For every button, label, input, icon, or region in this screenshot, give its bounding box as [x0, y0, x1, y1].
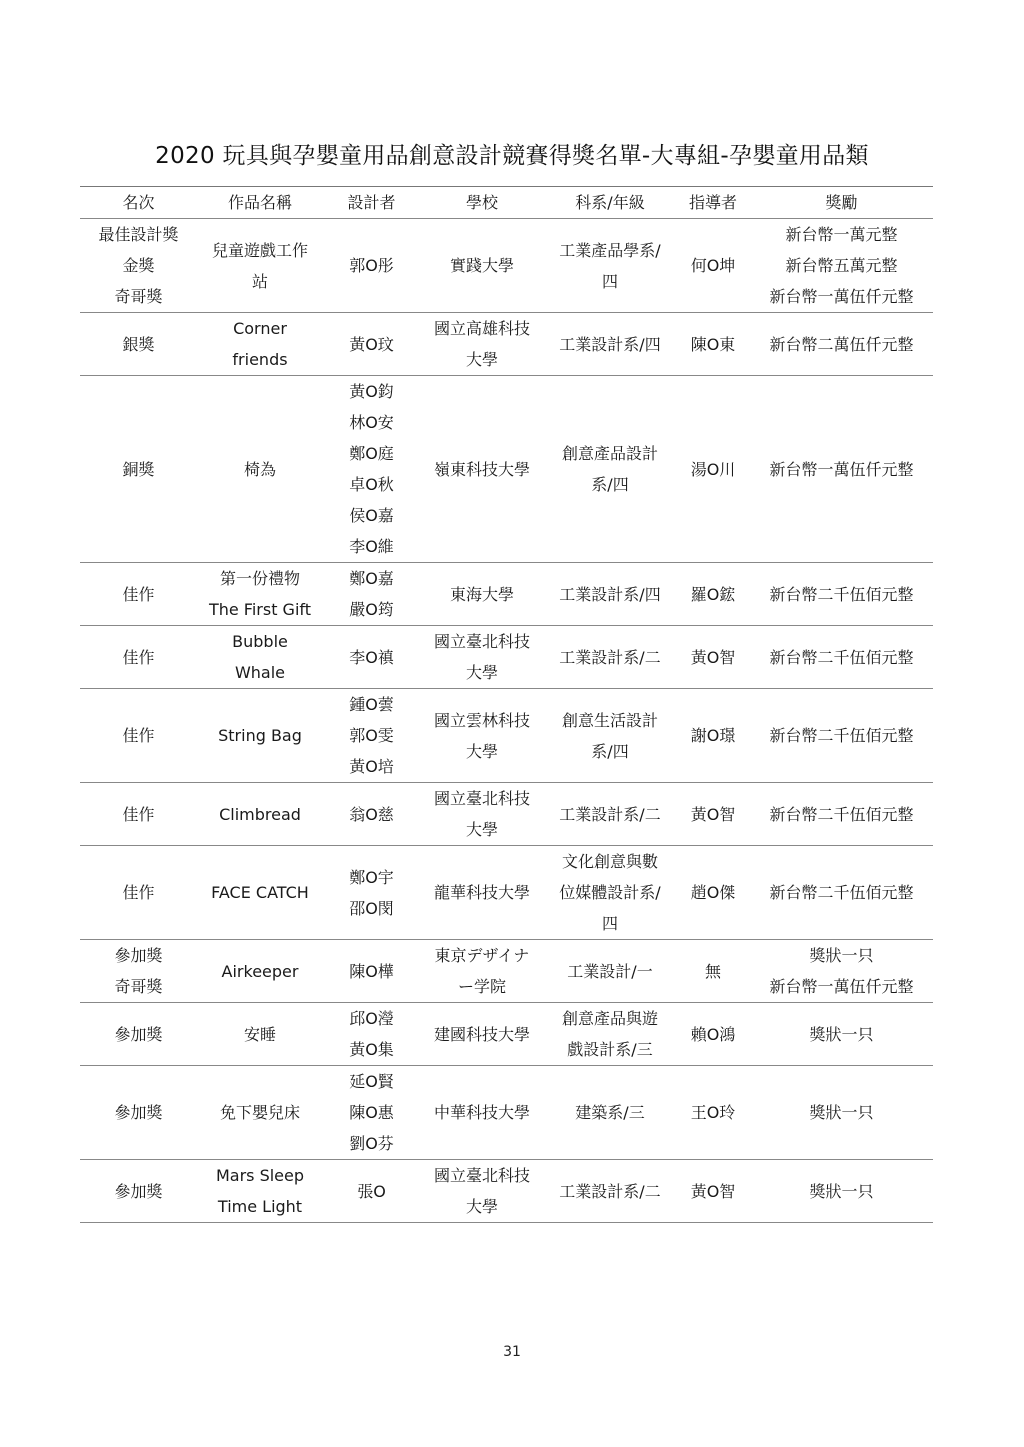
prize-cell — [750, 1160, 933, 1223]
rank-cell-line: 銅獎 — [122, 459, 155, 479]
school-cell — [420, 846, 544, 940]
rank-cell-line: 參加獎 — [114, 1024, 163, 1044]
designer-cell — [323, 313, 420, 376]
work-title-cell — [197, 626, 323, 689]
advisor-cell-line: 黃O智 — [690, 804, 736, 824]
advisor-cell-line: 謝O璟 — [690, 726, 736, 745]
rank-cell — [80, 1003, 197, 1066]
designer-cell — [323, 626, 420, 689]
designer-cell — [323, 846, 420, 940]
advisor-cell — [676, 1160, 750, 1223]
school-cell — [420, 1066, 544, 1160]
department-cell-line: 創意產品設計 — [561, 444, 658, 463]
school-cell-line: 國立臺北科技 — [433, 789, 530, 808]
designer-cell-line: 黃O鈞 — [349, 382, 394, 401]
department-cell-line: 工業設計系/四 — [559, 334, 661, 354]
school-cell — [420, 689, 544, 783]
department-cell-line: 創意產品與遊 — [561, 1009, 658, 1028]
work-title-cell-line: 免下嬰兒床 — [219, 1103, 300, 1122]
prize-cell-line: 獎狀一只 — [809, 946, 874, 965]
work-title-cell — [197, 940, 323, 1003]
department-cell — [544, 783, 676, 846]
rank-cell — [80, 313, 197, 376]
prize-cell — [750, 376, 933, 563]
rank-cell — [80, 626, 197, 689]
designer-cell-line: 黃O培 — [349, 757, 394, 776]
designer-cell — [323, 563, 420, 626]
designer-cell — [323, 1160, 420, 1223]
work-title-cell-line: FACE CATCH — [211, 883, 309, 902]
work-title-cell — [197, 1160, 323, 1223]
school-cell — [420, 783, 544, 846]
table-header — [80, 187, 933, 219]
designer-cell-line: 陳O樺 — [349, 961, 394, 981]
advisor-cell — [676, 313, 750, 376]
header-designer: 設計者 — [323, 187, 420, 219]
prize-cell — [750, 1066, 933, 1160]
school-cell — [420, 376, 544, 563]
school-cell-line: 國立臺北科技 — [433, 632, 530, 651]
rank-cell-line: 最佳設計獎 — [98, 225, 179, 244]
prize-cell-line: 新台幣二萬伍仟元整 — [769, 334, 914, 354]
work-title-cell — [197, 563, 323, 626]
school-cell-line: 大學 — [465, 663, 498, 682]
advisor-cell-line: 陳O東 — [690, 334, 736, 354]
department-cell — [544, 846, 676, 940]
header-department: 科系/年級 — [544, 187, 676, 219]
department-cell — [544, 313, 676, 376]
advisor-cell — [676, 626, 750, 689]
designer-cell-line: 黃O集 — [349, 1040, 394, 1059]
table-row — [80, 219, 933, 313]
school-cell — [420, 563, 544, 626]
department-cell-line: 工業設計系/二 — [559, 804, 661, 824]
rank-cell — [80, 376, 197, 563]
school-cell — [420, 1003, 544, 1066]
work-title-cell — [197, 1066, 323, 1160]
department-cell-line: 工業產品學系/ — [559, 240, 661, 260]
school-cell-line: 實踐大學 — [449, 256, 514, 275]
school-cell-line: 國立高雄科技 — [433, 319, 530, 338]
work-title-cell-line: Airkeeper — [221, 961, 299, 981]
awards-table — [80, 186, 933, 1223]
rank-cell — [80, 846, 197, 940]
work-title-cell-line: String Bag — [218, 726, 302, 745]
rank-cell-line: 奇哥獎 — [114, 287, 163, 306]
work-title-cell-line: 第一份禮物 — [219, 569, 300, 588]
prize-cell-line: 新台幣二千伍佰元整 — [769, 726, 914, 745]
prize-cell-line: 新台幣一萬伍仟元整 — [769, 459, 914, 479]
table-row — [80, 1003, 933, 1066]
school-cell-line: 大學 — [465, 820, 498, 839]
work-title-cell — [197, 376, 323, 563]
table-row — [80, 940, 933, 1003]
school-cell-line: 東京デザイナ — [434, 946, 530, 965]
designer-cell-line: 李O維 — [349, 537, 394, 556]
rank-cell-line: 佳作 — [122, 883, 155, 902]
work-title-cell-line: Climbread — [219, 804, 301, 824]
department-cell — [544, 689, 676, 783]
designer-cell-line: 李O禛 — [349, 647, 394, 667]
department-cell — [544, 626, 676, 689]
advisor-cell-line: 何O坤 — [690, 256, 736, 275]
rank-cell — [80, 219, 197, 313]
prize-cell-line: 新台幣一萬伍仟元整 — [769, 287, 914, 306]
school-cell-line: 嶺東科技大學 — [433, 459, 530, 479]
rank-cell-line: 銀獎 — [122, 334, 155, 354]
prize-cell-line: 新台幣二千伍佰元整 — [769, 647, 914, 667]
school-cell-line: 中華科技大學 — [433, 1103, 530, 1122]
prize-cell-line: 新台幣二千伍佰元整 — [769, 584, 914, 604]
work-title-cell-line: Bubble — [232, 632, 288, 651]
school-cell-line: 大學 — [465, 741, 498, 761]
page-title: 2020 玩具與孕嬰童用品創意設計競賽得獎名單-大專組-孕嬰童用品類 — [155, 143, 869, 169]
designer-cell-line: 劉O芬 — [349, 1134, 394, 1153]
work-title-cell — [197, 313, 323, 376]
table-row — [80, 846, 933, 940]
header-prize: 獎勵 — [750, 187, 933, 219]
prize-cell-line: 新台幣一萬伍仟元整 — [769, 977, 914, 996]
department-cell — [544, 563, 676, 626]
table-body — [80, 219, 933, 1223]
department-cell-line: 工業設計系/四 — [559, 584, 661, 604]
school-cell-line: 大學 — [465, 1197, 498, 1216]
school-cell-line: ー学院 — [457, 977, 506, 996]
table-row — [80, 313, 933, 376]
work-title-cell-line: friends — [232, 350, 288, 369]
department-cell-line: 戲設計系/三 — [567, 1040, 653, 1059]
prize-cell — [750, 846, 933, 940]
department-cell-line: 文化創意與數 — [561, 852, 658, 871]
school-cell-line: 龍華科技大學 — [433, 883, 530, 902]
department-cell-line: 工業設計系/二 — [559, 1181, 661, 1201]
table-row — [80, 376, 933, 563]
rank-cell-line: 佳作 — [122, 726, 155, 745]
rank-cell — [80, 1066, 197, 1160]
advisor-cell — [676, 563, 750, 626]
designer-cell-line: 卓O秋 — [349, 475, 394, 494]
advisor-cell — [676, 846, 750, 940]
school-cell — [420, 219, 544, 313]
school-cell-line: 國立臺北科技 — [433, 1166, 530, 1185]
department-cell-line: 系/四 — [591, 475, 629, 494]
advisor-cell-line: 趙O傑 — [690, 883, 736, 902]
rank-cell-line: 參加獎 — [114, 1103, 163, 1122]
designer-cell-line: 侯O嘉 — [349, 506, 394, 525]
school-cell — [420, 940, 544, 1003]
work-title-cell — [197, 689, 323, 783]
prize-cell-line: 新台幣五萬元整 — [785, 256, 898, 275]
table-row — [80, 689, 933, 783]
rank-cell — [80, 783, 197, 846]
designer-cell-line: 嚴O筠 — [349, 600, 394, 619]
table-row — [80, 783, 933, 846]
table-row — [80, 1160, 933, 1223]
work-title-cell-line: Time Light — [217, 1197, 303, 1216]
rank-cell-line: 參加獎 — [114, 1181, 163, 1201]
advisor-cell — [676, 783, 750, 846]
department-cell-line: 四 — [601, 914, 618, 933]
prize-cell — [750, 219, 933, 313]
designer-cell-line: 張O — [357, 1181, 386, 1201]
prize-cell-line: 新台幣一萬元整 — [785, 225, 898, 244]
designer-cell-line: 黃O玟 — [349, 334, 394, 354]
designer-cell-line: 鍾O蕓 — [349, 695, 394, 714]
prize-cell — [750, 783, 933, 846]
department-cell-line: 工業設計系/二 — [559, 647, 661, 667]
advisor-cell-line: 湯O川 — [690, 459, 736, 479]
work-title-cell — [197, 1003, 323, 1066]
prize-cell — [750, 626, 933, 689]
designer-cell-line: 翁O慈 — [349, 804, 394, 824]
school-cell-line: 東海大學 — [449, 584, 514, 604]
designer-cell-line: 陳O惠 — [349, 1103, 394, 1122]
rank-cell-line: 佳作 — [122, 804, 155, 824]
work-title-cell-line: 安睡 — [243, 1024, 276, 1044]
work-title-cell-line: Corner — [233, 319, 287, 338]
designer-cell — [323, 689, 420, 783]
department-cell — [544, 1003, 676, 1066]
work-title-cell-line: Whale — [234, 663, 286, 682]
header-rank: 名次 — [80, 187, 197, 219]
prize-cell — [750, 689, 933, 783]
work-title-cell — [197, 783, 323, 846]
work-title-cell — [197, 846, 323, 940]
department-cell-line: 創意生活設計 — [561, 710, 658, 730]
department-cell-line: 系/四 — [591, 741, 629, 761]
header-work: 作品名稱 — [197, 187, 323, 219]
designer-cell — [323, 940, 420, 1003]
work-title-cell-line: 椅為 — [243, 459, 276, 479]
rank-cell-line: 奇哥獎 — [114, 977, 163, 996]
designer-cell-line: 邱O瀅 — [349, 1009, 394, 1028]
prize-cell-line: 獎狀一只 — [809, 1024, 874, 1044]
designer-cell — [323, 376, 420, 563]
table-row — [80, 1066, 933, 1160]
rank-cell-line: 佳作 — [122, 647, 155, 667]
rank-cell-line: 佳作 — [122, 584, 155, 604]
rank-cell-line: 參加獎 — [114, 946, 163, 965]
designer-cell-line: 邵O閔 — [349, 898, 394, 918]
department-cell-line: 位媒體設計系/ — [559, 883, 661, 902]
header-row — [80, 187, 933, 219]
page-number: 31 — [503, 1344, 521, 1360]
department-cell — [544, 1160, 676, 1223]
department-cell-line: 工業設計/一 — [567, 961, 653, 981]
department-cell-line: 建築系/三 — [575, 1103, 645, 1122]
prize-cell-line: 新台幣二千伍佰元整 — [769, 883, 914, 902]
school-cell-line: 國立雲林科技 — [433, 710, 530, 730]
advisor-cell-line: 黃O智 — [690, 1181, 736, 1201]
rank-cell — [80, 689, 197, 783]
advisor-cell-line: 無 — [704, 961, 721, 981]
designer-cell — [323, 219, 420, 313]
prize-cell-line: 獎狀一只 — [809, 1181, 874, 1201]
department-cell — [544, 376, 676, 563]
prize-cell — [750, 313, 933, 376]
advisor-cell-line: 黃O智 — [690, 647, 736, 667]
school-cell — [420, 1160, 544, 1223]
designer-cell — [323, 1066, 420, 1160]
advisor-cell — [676, 940, 750, 1003]
rank-cell — [80, 940, 197, 1003]
department-cell — [544, 219, 676, 313]
advisor-cell-line: 賴O鴻 — [690, 1024, 736, 1044]
prize-cell-line: 獎狀一只 — [809, 1103, 874, 1122]
department-cell — [544, 940, 676, 1003]
table-row — [80, 563, 933, 626]
department-cell-line: 四 — [601, 271, 618, 291]
prize-cell-line: 新台幣二千伍佰元整 — [769, 804, 914, 824]
advisor-cell-line: 王O玲 — [690, 1103, 736, 1122]
advisor-cell — [676, 1003, 750, 1066]
prize-cell — [750, 940, 933, 1003]
designer-cell-line: 鄭O嘉 — [349, 569, 394, 588]
school-cell — [420, 626, 544, 689]
advisor-cell — [676, 689, 750, 783]
designer-cell — [323, 1003, 420, 1066]
work-title-cell-line: Mars Sleep — [215, 1166, 305, 1185]
advisor-cell — [676, 1066, 750, 1160]
department-cell — [544, 1066, 676, 1160]
advisor-cell — [676, 219, 750, 313]
rank-cell — [80, 1160, 197, 1223]
table-row — [80, 626, 933, 689]
prize-cell — [750, 563, 933, 626]
school-cell-line: 建國科技大學 — [433, 1024, 530, 1044]
designer-cell-line: 林O安 — [349, 413, 394, 432]
school-cell — [420, 313, 544, 376]
work-title-cell-line: The First Gift — [208, 600, 312, 619]
designer-cell-line: 郭O彤 — [349, 256, 394, 275]
designer-cell-line: 延O賢 — [349, 1072, 394, 1091]
designer-cell-line: 鄭O庭 — [349, 444, 394, 463]
rank-cell — [80, 563, 197, 626]
work-title-cell — [197, 219, 323, 313]
rank-cell-line: 金獎 — [122, 256, 155, 275]
designer-cell-line: 鄭O宇 — [349, 867, 394, 887]
designer-cell — [323, 783, 420, 846]
work-title-cell-line: 兒童遊戲工作 — [211, 240, 308, 260]
designer-cell-line: 郭O雯 — [349, 726, 394, 745]
header-school: 學校 — [420, 187, 544, 219]
header-advisor: 指導者 — [676, 187, 750, 219]
advisor-cell — [676, 376, 750, 563]
advisor-cell-line: 羅O鋐 — [690, 584, 736, 604]
school-cell-line: 大學 — [465, 350, 498, 369]
prize-cell — [750, 1003, 933, 1066]
work-title-cell-line: 站 — [251, 271, 268, 291]
